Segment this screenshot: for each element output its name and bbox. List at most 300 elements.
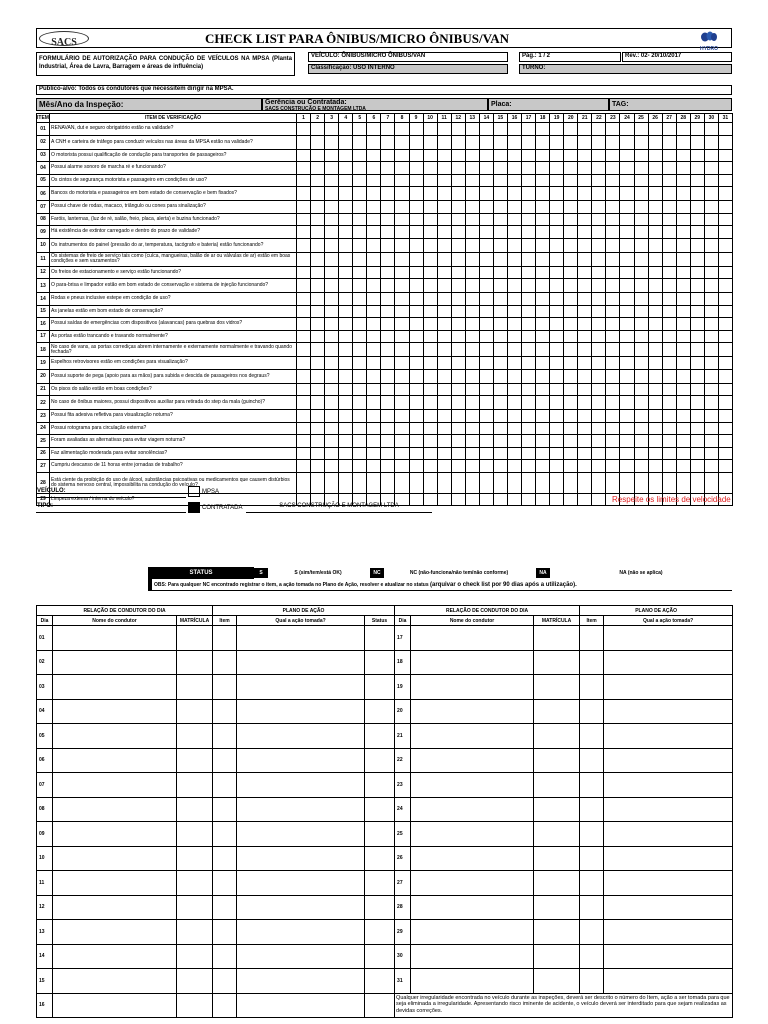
driver-name-cell[interactable] — [411, 748, 534, 773]
check-cell[interactable] — [676, 201, 690, 214]
check-cell[interactable] — [704, 343, 718, 357]
check-cell[interactable] — [297, 435, 311, 448]
check-cell[interactable] — [592, 305, 606, 318]
check-cell[interactable] — [479, 472, 493, 493]
check-cell[interactable] — [620, 201, 634, 214]
check-cell[interactable] — [381, 343, 395, 357]
registration-cell[interactable] — [534, 626, 580, 651]
check-cell[interactable] — [522, 266, 536, 279]
check-cell[interactable] — [536, 369, 550, 383]
check-cell[interactable] — [704, 357, 718, 370]
check-cell[interactable] — [297, 305, 311, 318]
status-cell[interactable] — [365, 797, 395, 822]
check-cell[interactable] — [564, 135, 578, 149]
check-cell[interactable] — [648, 279, 662, 293]
check-cell[interactable] — [493, 162, 507, 175]
check-cell[interactable] — [409, 162, 423, 175]
check-cell[interactable] — [536, 343, 550, 357]
check-cell[interactable] — [339, 293, 353, 306]
check-cell[interactable] — [690, 472, 704, 493]
check-cell[interactable] — [297, 213, 311, 226]
check-cell[interactable] — [662, 460, 676, 473]
check-cell[interactable] — [704, 123, 718, 136]
check-cell[interactable] — [437, 493, 451, 506]
check-cell[interactable] — [522, 149, 536, 162]
check-cell[interactable] — [437, 123, 451, 136]
check-cell[interactable] — [578, 472, 592, 493]
check-cell[interactable] — [451, 279, 465, 293]
check-cell[interactable] — [437, 435, 451, 448]
check-cell[interactable] — [493, 201, 507, 214]
check-cell[interactable] — [522, 226, 536, 239]
check-cell[interactable] — [325, 383, 339, 396]
registration-cell[interactable] — [177, 675, 213, 700]
check-cell[interactable] — [704, 318, 718, 331]
check-cell[interactable] — [648, 135, 662, 149]
check-cell[interactable] — [423, 472, 437, 493]
check-cell[interactable] — [479, 149, 493, 162]
check-cell[interactable] — [550, 123, 564, 136]
check-cell[interactable] — [648, 123, 662, 136]
check-cell[interactable] — [648, 213, 662, 226]
check-cell[interactable] — [578, 410, 592, 423]
registration-cell[interactable] — [534, 748, 580, 773]
check-cell[interactable] — [339, 318, 353, 331]
registration-cell[interactable] — [534, 969, 580, 994]
check-cell[interactable] — [423, 305, 437, 318]
registration-cell[interactable] — [177, 699, 213, 724]
action-cell[interactable] — [604, 920, 733, 945]
driver-name-cell[interactable] — [53, 650, 177, 675]
check-cell[interactable] — [690, 201, 704, 214]
check-cell[interactable] — [395, 279, 409, 293]
check-cell[interactable] — [578, 238, 592, 252]
check-cell[interactable] — [550, 201, 564, 214]
check-cell[interactable] — [297, 422, 311, 435]
check-cell[interactable] — [423, 460, 437, 473]
check-cell[interactable] — [311, 422, 325, 435]
check-cell[interactable] — [690, 343, 704, 357]
item-cell[interactable] — [213, 969, 237, 994]
check-cell[interactable] — [578, 305, 592, 318]
status-cell[interactable] — [365, 748, 395, 773]
check-cell[interactable] — [690, 447, 704, 460]
check-cell[interactable] — [311, 369, 325, 383]
check-cell[interactable] — [648, 201, 662, 214]
check-cell[interactable] — [325, 149, 339, 162]
check-cell[interactable] — [578, 201, 592, 214]
check-cell[interactable] — [564, 447, 578, 460]
check-cell[interactable] — [451, 162, 465, 175]
check-cell[interactable] — [437, 357, 451, 370]
check-cell[interactable] — [381, 149, 395, 162]
check-cell[interactable] — [620, 123, 634, 136]
registration-cell[interactable] — [534, 724, 580, 749]
check-cell[interactable] — [522, 305, 536, 318]
check-cell[interactable] — [507, 435, 521, 448]
check-cell[interactable] — [297, 174, 311, 187]
check-cell[interactable] — [507, 135, 521, 149]
check-cell[interactable] — [718, 187, 732, 201]
check-cell[interactable] — [325, 396, 339, 410]
driver-name-cell[interactable] — [53, 748, 177, 773]
check-cell[interactable] — [339, 460, 353, 473]
check-cell[interactable] — [353, 174, 367, 187]
check-cell[interactable] — [353, 226, 367, 239]
check-cell[interactable] — [536, 305, 550, 318]
check-cell[interactable] — [634, 330, 648, 343]
check-cell[interactable] — [620, 460, 634, 473]
registration-cell[interactable] — [177, 846, 213, 871]
check-cell[interactable] — [606, 357, 620, 370]
item-cell[interactable] — [580, 724, 604, 749]
check-cell[interactable] — [620, 447, 634, 460]
check-cell[interactable] — [592, 396, 606, 410]
check-cell[interactable] — [423, 266, 437, 279]
check-cell[interactable] — [536, 149, 550, 162]
check-cell[interactable] — [339, 238, 353, 252]
check-cell[interactable] — [395, 460, 409, 473]
driver-name-cell[interactable] — [411, 846, 534, 871]
check-cell[interactable] — [423, 226, 437, 239]
check-cell[interactable] — [479, 357, 493, 370]
check-cell[interactable] — [704, 396, 718, 410]
check-cell[interactable] — [536, 201, 550, 214]
check-cell[interactable] — [353, 410, 367, 423]
check-cell[interactable] — [423, 213, 437, 226]
check-cell[interactable] — [606, 435, 620, 448]
check-cell[interactable] — [522, 460, 536, 473]
check-cell[interactable] — [718, 213, 732, 226]
driver-name-cell[interactable] — [411, 699, 534, 724]
check-cell[interactable] — [578, 174, 592, 187]
check-cell[interactable] — [662, 472, 676, 493]
check-cell[interactable] — [606, 238, 620, 252]
check-cell[interactable] — [367, 123, 381, 136]
check-cell[interactable] — [437, 318, 451, 331]
check-cell[interactable] — [620, 422, 634, 435]
check-cell[interactable] — [704, 226, 718, 239]
check-cell[interactable] — [592, 123, 606, 136]
driver-name-cell[interactable] — [53, 895, 177, 920]
check-cell[interactable] — [620, 383, 634, 396]
check-cell[interactable] — [634, 472, 648, 493]
driver-name-cell[interactable] — [53, 626, 177, 651]
check-cell[interactable] — [507, 293, 521, 306]
status-cell[interactable] — [365, 773, 395, 798]
check-cell[interactable] — [479, 435, 493, 448]
check-cell[interactable] — [536, 279, 550, 293]
check-cell[interactable] — [493, 279, 507, 293]
check-cell[interactable] — [536, 493, 550, 506]
check-cell[interactable] — [367, 305, 381, 318]
registration-cell[interactable] — [177, 650, 213, 675]
check-cell[interactable] — [648, 396, 662, 410]
check-cell[interactable] — [676, 174, 690, 187]
check-cell[interactable] — [353, 460, 367, 473]
check-cell[interactable] — [620, 305, 634, 318]
check-cell[interactable] — [465, 174, 479, 187]
check-cell[interactable] — [522, 135, 536, 149]
check-cell[interactable] — [662, 162, 676, 175]
check-cell[interactable] — [620, 330, 634, 343]
check-cell[interactable] — [451, 238, 465, 252]
check-cell[interactable] — [423, 318, 437, 331]
action-cell[interactable] — [604, 699, 733, 724]
check-cell[interactable] — [592, 422, 606, 435]
check-cell[interactable] — [493, 447, 507, 460]
check-cell[interactable] — [311, 318, 325, 331]
check-cell[interactable] — [564, 343, 578, 357]
check-cell[interactable] — [536, 318, 550, 331]
check-cell[interactable] — [634, 447, 648, 460]
check-cell[interactable] — [536, 238, 550, 252]
registration-cell[interactable] — [177, 773, 213, 798]
check-cell[interactable] — [507, 343, 521, 357]
check-cell[interactable] — [395, 330, 409, 343]
check-cell[interactable] — [648, 447, 662, 460]
check-cell[interactable] — [634, 357, 648, 370]
check-cell[interactable] — [507, 238, 521, 252]
check-cell[interactable] — [578, 343, 592, 357]
check-cell[interactable] — [381, 279, 395, 293]
check-cell[interactable] — [381, 174, 395, 187]
check-cell[interactable] — [325, 238, 339, 252]
check-cell[interactable] — [297, 410, 311, 423]
check-cell[interactable] — [479, 493, 493, 506]
check-cell[interactable] — [662, 252, 676, 266]
check-cell[interactable] — [718, 369, 732, 383]
check-cell[interactable] — [662, 343, 676, 357]
check-cell[interactable] — [648, 238, 662, 252]
check-cell[interactable] — [634, 396, 648, 410]
check-cell[interactable] — [507, 396, 521, 410]
check-cell[interactable] — [381, 123, 395, 136]
check-cell[interactable] — [718, 422, 732, 435]
check-cell[interactable] — [704, 460, 718, 473]
check-cell[interactable] — [648, 174, 662, 187]
check-cell[interactable] — [437, 305, 451, 318]
check-cell[interactable] — [662, 318, 676, 331]
check-cell[interactable] — [592, 493, 606, 506]
check-cell[interactable] — [634, 266, 648, 279]
check-cell[interactable] — [479, 213, 493, 226]
check-cell[interactable] — [297, 123, 311, 136]
check-cell[interactable] — [634, 226, 648, 239]
check-cell[interactable] — [367, 396, 381, 410]
check-cell[interactable] — [578, 226, 592, 239]
check-cell[interactable] — [493, 252, 507, 266]
check-cell[interactable] — [507, 162, 521, 175]
check-cell[interactable] — [648, 305, 662, 318]
check-cell[interactable] — [493, 293, 507, 306]
check-cell[interactable] — [704, 472, 718, 493]
check-cell[interactable] — [690, 266, 704, 279]
driver-name-cell[interactable] — [53, 822, 177, 847]
check-cell[interactable] — [550, 422, 564, 435]
check-cell[interactable] — [704, 238, 718, 252]
check-cell[interactable] — [578, 369, 592, 383]
check-cell[interactable] — [620, 293, 634, 306]
check-cell[interactable] — [465, 162, 479, 175]
check-cell[interactable] — [550, 187, 564, 201]
check-cell[interactable] — [479, 330, 493, 343]
check-cell[interactable] — [522, 187, 536, 201]
check-cell[interactable] — [465, 369, 479, 383]
check-cell[interactable] — [662, 266, 676, 279]
check-cell[interactable] — [648, 383, 662, 396]
check-cell[interactable] — [536, 472, 550, 493]
check-cell[interactable] — [704, 162, 718, 175]
check-cell[interactable] — [648, 293, 662, 306]
check-cell[interactable] — [437, 330, 451, 343]
driver-name-cell[interactable] — [53, 944, 177, 969]
check-cell[interactable] — [690, 305, 704, 318]
check-cell[interactable] — [493, 318, 507, 331]
check-cell[interactable] — [493, 305, 507, 318]
action-cell[interactable] — [237, 773, 365, 798]
check-cell[interactable] — [536, 396, 550, 410]
check-cell[interactable] — [676, 318, 690, 331]
check-cell[interactable] — [522, 472, 536, 493]
check-cell[interactable] — [620, 396, 634, 410]
check-cell[interactable] — [339, 410, 353, 423]
check-cell[interactable] — [437, 266, 451, 279]
check-cell[interactable] — [395, 162, 409, 175]
check-cell[interactable] — [437, 410, 451, 423]
check-cell[interactable] — [339, 447, 353, 460]
check-cell[interactable] — [704, 435, 718, 448]
check-cell[interactable] — [522, 174, 536, 187]
check-cell[interactable] — [297, 472, 311, 493]
check-cell[interactable] — [423, 383, 437, 396]
check-cell[interactable] — [311, 447, 325, 460]
check-cell[interactable] — [437, 383, 451, 396]
check-cell[interactable] — [690, 369, 704, 383]
check-cell[interactable] — [690, 293, 704, 306]
item-cell[interactable] — [213, 724, 237, 749]
check-cell[interactable] — [592, 201, 606, 214]
check-cell[interactable] — [507, 149, 521, 162]
check-cell[interactable] — [522, 238, 536, 252]
check-cell[interactable] — [578, 493, 592, 506]
check-cell[interactable] — [620, 238, 634, 252]
month-year-field[interactable]: Mês/Ano da Inspeção: — [36, 98, 262, 111]
action-cell[interactable] — [604, 626, 733, 651]
check-cell[interactable] — [465, 447, 479, 460]
check-cell[interactable] — [297, 293, 311, 306]
check-cell[interactable] — [718, 357, 732, 370]
check-cell[interactable] — [550, 383, 564, 396]
check-cell[interactable] — [325, 330, 339, 343]
check-cell[interactable] — [451, 343, 465, 357]
check-cell[interactable] — [339, 305, 353, 318]
check-cell[interactable] — [409, 422, 423, 435]
check-cell[interactable] — [550, 318, 564, 331]
check-cell[interactable] — [479, 123, 493, 136]
check-cell[interactable] — [451, 135, 465, 149]
check-cell[interactable] — [423, 123, 437, 136]
status-cell[interactable] — [365, 650, 395, 675]
check-cell[interactable] — [395, 435, 409, 448]
check-cell[interactable] — [395, 305, 409, 318]
check-cell[interactable] — [353, 293, 367, 306]
check-cell[interactable] — [465, 343, 479, 357]
check-cell[interactable] — [409, 135, 423, 149]
item-cell[interactable] — [580, 748, 604, 773]
check-cell[interactable] — [550, 293, 564, 306]
registration-cell[interactable] — [534, 822, 580, 847]
check-cell[interactable] — [648, 149, 662, 162]
check-cell[interactable] — [592, 369, 606, 383]
check-cell[interactable] — [493, 435, 507, 448]
check-cell[interactable] — [353, 383, 367, 396]
check-cell[interactable] — [704, 293, 718, 306]
driver-name-cell[interactable] — [53, 969, 177, 994]
check-cell[interactable] — [522, 357, 536, 370]
check-cell[interactable] — [339, 135, 353, 149]
check-cell[interactable] — [451, 383, 465, 396]
check-cell[interactable] — [690, 383, 704, 396]
check-cell[interactable] — [564, 174, 578, 187]
status-cell[interactable] — [365, 846, 395, 871]
check-cell[interactable] — [676, 279, 690, 293]
check-cell[interactable] — [465, 226, 479, 239]
driver-name-cell[interactable] — [411, 626, 534, 651]
check-cell[interactable] — [339, 330, 353, 343]
check-cell[interactable] — [550, 213, 564, 226]
check-cell[interactable] — [507, 213, 521, 226]
action-cell[interactable] — [237, 626, 365, 651]
check-cell[interactable] — [550, 369, 564, 383]
check-cell[interactable] — [634, 238, 648, 252]
driver-name-cell[interactable] — [411, 773, 534, 798]
check-cell[interactable] — [493, 383, 507, 396]
check-cell[interactable] — [353, 213, 367, 226]
item-cell[interactable] — [580, 871, 604, 896]
check-cell[interactable] — [465, 238, 479, 252]
check-cell[interactable] — [339, 149, 353, 162]
check-cell[interactable] — [479, 383, 493, 396]
check-cell[interactable] — [704, 213, 718, 226]
driver-name-cell[interactable] — [411, 797, 534, 822]
status-cell[interactable] — [365, 675, 395, 700]
check-cell[interactable] — [704, 201, 718, 214]
driver-name-cell[interactable] — [53, 846, 177, 871]
check-cell[interactable] — [676, 357, 690, 370]
check-cell[interactable] — [381, 318, 395, 331]
driver-name-cell[interactable] — [53, 797, 177, 822]
check-cell[interactable] — [718, 174, 732, 187]
check-cell[interactable] — [395, 149, 409, 162]
registration-cell[interactable] — [177, 895, 213, 920]
check-cell[interactable] — [297, 187, 311, 201]
check-cell[interactable] — [297, 460, 311, 473]
check-cell[interactable] — [564, 252, 578, 266]
check-cell[interactable] — [676, 187, 690, 201]
check-cell[interactable] — [381, 238, 395, 252]
action-cell[interactable] — [604, 871, 733, 896]
check-cell[interactable] — [662, 238, 676, 252]
check-cell[interactable] — [634, 174, 648, 187]
check-cell[interactable] — [507, 226, 521, 239]
check-cell[interactable] — [690, 162, 704, 175]
check-cell[interactable] — [564, 330, 578, 343]
check-cell[interactable] — [465, 460, 479, 473]
check-cell[interactable] — [634, 279, 648, 293]
item-cell[interactable] — [580, 675, 604, 700]
check-cell[interactable] — [409, 396, 423, 410]
